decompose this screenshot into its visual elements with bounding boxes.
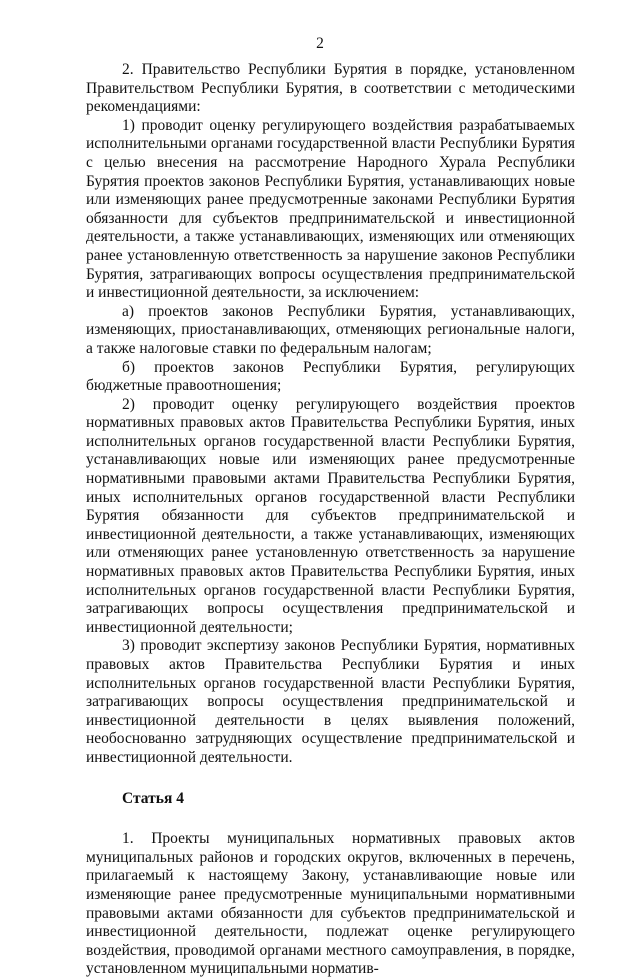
document-body: [86, 61, 575, 979]
paragraph-2-3: 3) проводит экспертизу законов Республики Бурятия, нормативных правовых актов Правительства Республики Бурятия и иных исполнительных органов государственной власти Республики Бурятия, затрагивающих вопросы осуществления предпринимательской и инвестиционной деятельности в целях выявления положений, необоснованно затрудняющих осуществление предпринимательской и инвестиционной деятельности.: [86, 637, 575, 766]
paragraph-2-1-b: б) проектов законов Республики Бурятия, регулирующих бюджетные правоотношения;: [86, 358, 575, 395]
page-number: 2: [316, 35, 324, 52]
article-4-paragraph-1: 1. Проекты муниципальных нормативных правовых актов муниципальных районов и городских округов, включенных в перечень, прилагаемый к настоящему Закону, устанавливающие новые или изменяющие ранее предусмотренные муниципальными нормативными правовыми актами обязанности для субъектов предпринимательской и инвестиционной деятельности, подлежат оценке регулирующего воздействия, проводимой органами местного самоуправления, в порядке, установленном муниципальными норматив-: [86, 830, 575, 978]
paragraph-2-2: 2) проводит оценку регулирующего воздействия проектов нормативных правовых актов Правительства Республики Бурятия, иных исполнительных органов государственной власти Республики Бурятия, устанавливающих новые или изменяющих ранее предусмотренные нормативными правовыми актами Правительства Республики Бурятия, иных исполнительных органов государственной власти Республики Бурятия обязанности для субъектов предпринимательской и инвестиционной деятельности, а также устанавливающих, изменяющих или отменяющих ранее установленную ответственность за нарушение нормативных правовых актов Правительства Республики Бурятия, иных исполнительных органов государственной власти Республики Бурятия, затрагивающих вопросы осуществления предпринимательской и инвестиционной деятельности;: [86, 395, 575, 636]
paragraph-2-1-a: а) проектов законов Республики Бурятия, устанавливающих, изменяющих, приостанавливающих, отменяющих региональные налоги, а также налоговые ставки по федеральным налогам;: [86, 302, 575, 357]
article-heading: Статья 4: [122, 789, 184, 807]
paragraph-2-1: 1) проводит оценку регулирующего воздействия разрабатываемых исполнительными органами государственной власти Республики Бурятия с целью внесения на рассмотрение Народного Хурала Республики Бурятия проектов законов Республики Бурятия, устанавливающих новые или изменяющих ранее предусмотренные законами Республики Бурятия обязанности для субъектов предпринимательской и инвестиционной деятельности, а также устанавливающих, изменяющих или отменяющих ранее установленную ответственность за нарушение законов Республики Бурятия, затрагивающих вопросы осуществления предпринимательской и инвестиционной деятельности, за исключением:: [86, 116, 575, 302]
paragraph-2: 2. Правительство Республики Бурятия в порядке, установленном Правительством Республики Бурятия, в соответствии с методическими рекомендациями:: [86, 61, 575, 116]
